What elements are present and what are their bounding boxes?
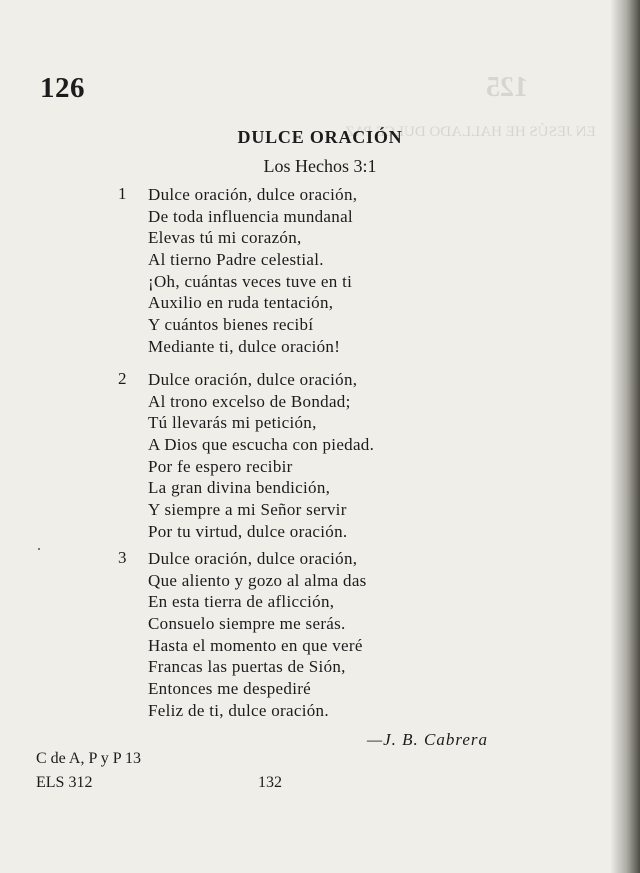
verse-line: Consuelo siempre me serás.: [148, 614, 346, 634]
verse-line: Y siempre a mi Señor servir: [148, 500, 347, 520]
verse-line: Auxilio en ruda tentación,: [148, 293, 334, 313]
verse-line: Mediante ti, dulce oración!: [148, 336, 341, 356]
tune-reference-2: ELS 312: [36, 774, 93, 791]
verse-line: Francas las puertas de Sión,: [148, 657, 346, 677]
verse-line: Y cuántos bienes recibí: [148, 315, 314, 335]
verse-line: Por tu virtud, dulce oración.: [148, 521, 348, 541]
scripture-reference: Los Hechos 3:1: [263, 156, 377, 176]
verse-line: Que aliento y gozo al alma das: [148, 570, 367, 590]
verse-line: De toda influencia mundanal: [148, 206, 353, 226]
verse-line: Por fe espero recibir: [148, 456, 293, 476]
verse-line: Dulce oración, dulce oración,: [148, 370, 358, 389]
stanza-lines: [148, 548, 367, 722]
stanza-lines: [148, 184, 357, 358]
verse-line: Dulce oración, dulce oración,: [148, 549, 358, 568]
verse-line: Elevas tú mi corazón,: [148, 228, 302, 248]
paper-speck: [38, 548, 40, 550]
stanza-number: 3: [118, 548, 127, 567]
verse-line: La gran divina bendición,: [148, 478, 331, 498]
verse-line: Tú llevarás mi petición,: [148, 413, 317, 433]
page-number: 126: [40, 72, 85, 104]
verse-line: Dulce oración, dulce oración,: [148, 185, 358, 204]
hymn-title: DULCE ORACIÓN: [237, 127, 403, 147]
verse-line: Feliz de ti, dulce oración.: [148, 700, 329, 720]
bleed-through-header: EN JESÚS HE HALLADO DULCE PAZ: [345, 124, 596, 140]
hymn-author: —J. B. Cabrera: [367, 730, 489, 749]
tune-reference-1: C de A, P y P 13: [36, 750, 142, 767]
tune-number: 132: [258, 774, 282, 791]
verse-line: ¡Oh, cuántas veces tuve en ti: [148, 271, 353, 291]
stanza-number: 2: [118, 369, 127, 388]
verse-line: Al trono excelso de Bondad;: [148, 391, 351, 411]
verse-line: Al tierno Padre celestial.: [148, 250, 324, 270]
verse-line: Entonces me despediré: [148, 679, 312, 699]
stanza-number: 1: [118, 184, 127, 203]
stanza-lines: [148, 369, 374, 543]
verse-line: Hasta el momento en que veré: [148, 635, 363, 655]
bleed-through-page-number: 125: [486, 72, 528, 103]
verse-line: En esta tierra de aflicción,: [148, 592, 335, 612]
verse-line: A Dios que escucha con piedad.: [148, 435, 375, 455]
